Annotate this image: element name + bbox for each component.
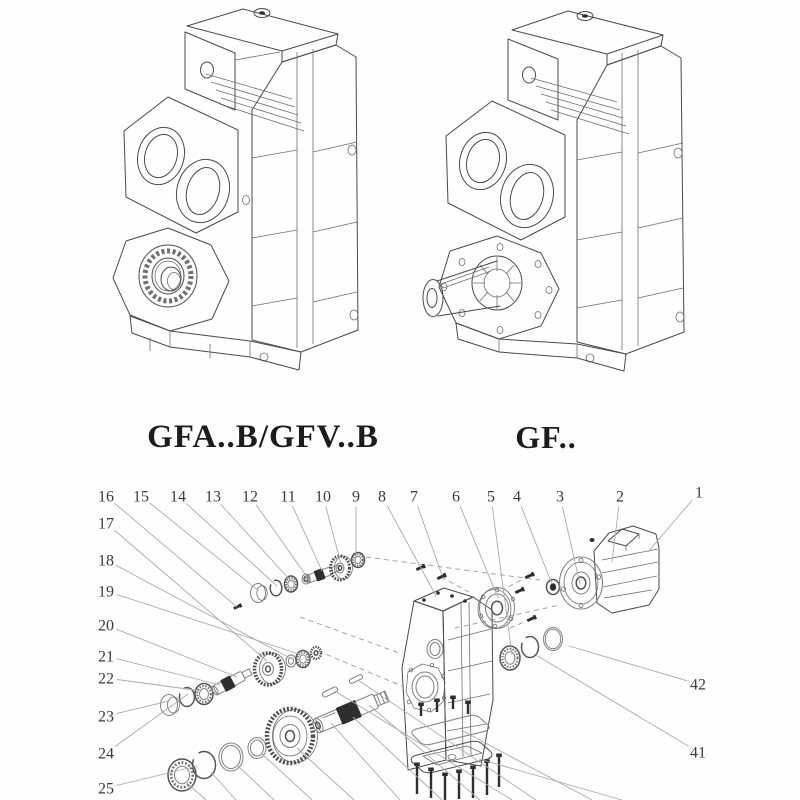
callout-number: 4 — [513, 488, 521, 506]
exploded-view — [98, 485, 706, 800]
callout-number: 1 — [695, 484, 703, 502]
callout-number: 22 — [98, 670, 114, 688]
leader-line — [612, 507, 619, 562]
callout-number: 16 — [98, 488, 114, 506]
gearbox-drawing-shaft-output — [423, 11, 684, 371]
leader-line — [220, 504, 292, 582]
callout-number: 9 — [352, 488, 360, 506]
callout-number: 15 — [133, 488, 149, 506]
cropped-leader-lines — [187, 680, 622, 800]
leader-line — [117, 680, 202, 692]
callout-number: 5 — [487, 488, 495, 506]
callout-number: 42 — [690, 676, 706, 694]
callout-number: 41 — [690, 744, 706, 762]
intermediate-shaft-parts — [161, 647, 322, 716]
callout-number: 12 — [242, 488, 258, 506]
leader-line — [492, 507, 512, 655]
leader-line — [116, 565, 290, 658]
callout-number: 24 — [98, 745, 114, 763]
cover-bolts-lower — [414, 754, 502, 800]
leader-line — [387, 506, 436, 596]
callout-number: 25 — [98, 780, 114, 798]
callout-number: 11 — [280, 488, 296, 506]
leader-line — [521, 506, 552, 584]
leader-line — [116, 629, 237, 677]
model-label-gf: GF.. — [515, 419, 577, 455]
leader-line — [536, 655, 689, 746]
leader-line — [569, 646, 687, 681]
leader-line — [460, 506, 498, 598]
leader-line — [256, 505, 307, 577]
callout-number: 19 — [98, 583, 114, 601]
callout-number: 21 — [98, 648, 114, 666]
callout-number: 8 — [378, 488, 386, 506]
assembly-bolts — [233, 564, 537, 623]
assembly-axis-dashes — [300, 557, 560, 686]
leader-line — [117, 766, 197, 785]
leader-line — [293, 506, 323, 571]
callout-number: 3 — [556, 488, 564, 506]
leader-line — [114, 530, 267, 661]
callout-number: 23 — [98, 708, 114, 726]
callout-number: 2 — [616, 488, 624, 506]
leader-line — [114, 503, 237, 607]
leader-line — [115, 694, 188, 747]
callout-number: 10 — [315, 488, 331, 506]
leader-line — [117, 659, 220, 685]
callout-number: 18 — [98, 552, 114, 570]
leader-line — [326, 507, 341, 564]
callout-number: 7 — [410, 488, 418, 506]
leader-line — [648, 500, 692, 552]
callout-number: 17 — [98, 515, 114, 533]
model-label-gfab: GFA..B/GFV..B — [147, 419, 379, 455]
leader-line — [117, 594, 303, 655]
bottom-cover-plate — [411, 741, 492, 773]
callout-number: 20 — [98, 617, 114, 635]
gearbox-drawing-foot-mounted — [113, 9, 358, 371]
callout-number: 13 — [205, 488, 221, 506]
callout-number: 6 — [452, 488, 460, 506]
callout-number: 14 — [170, 488, 186, 506]
motor-flange-parts — [478, 580, 563, 671]
output-shaft-parts — [168, 674, 390, 791]
leader-lines — [114, 500, 692, 785]
motor — [560, 526, 660, 613]
leader-line — [562, 507, 580, 584]
